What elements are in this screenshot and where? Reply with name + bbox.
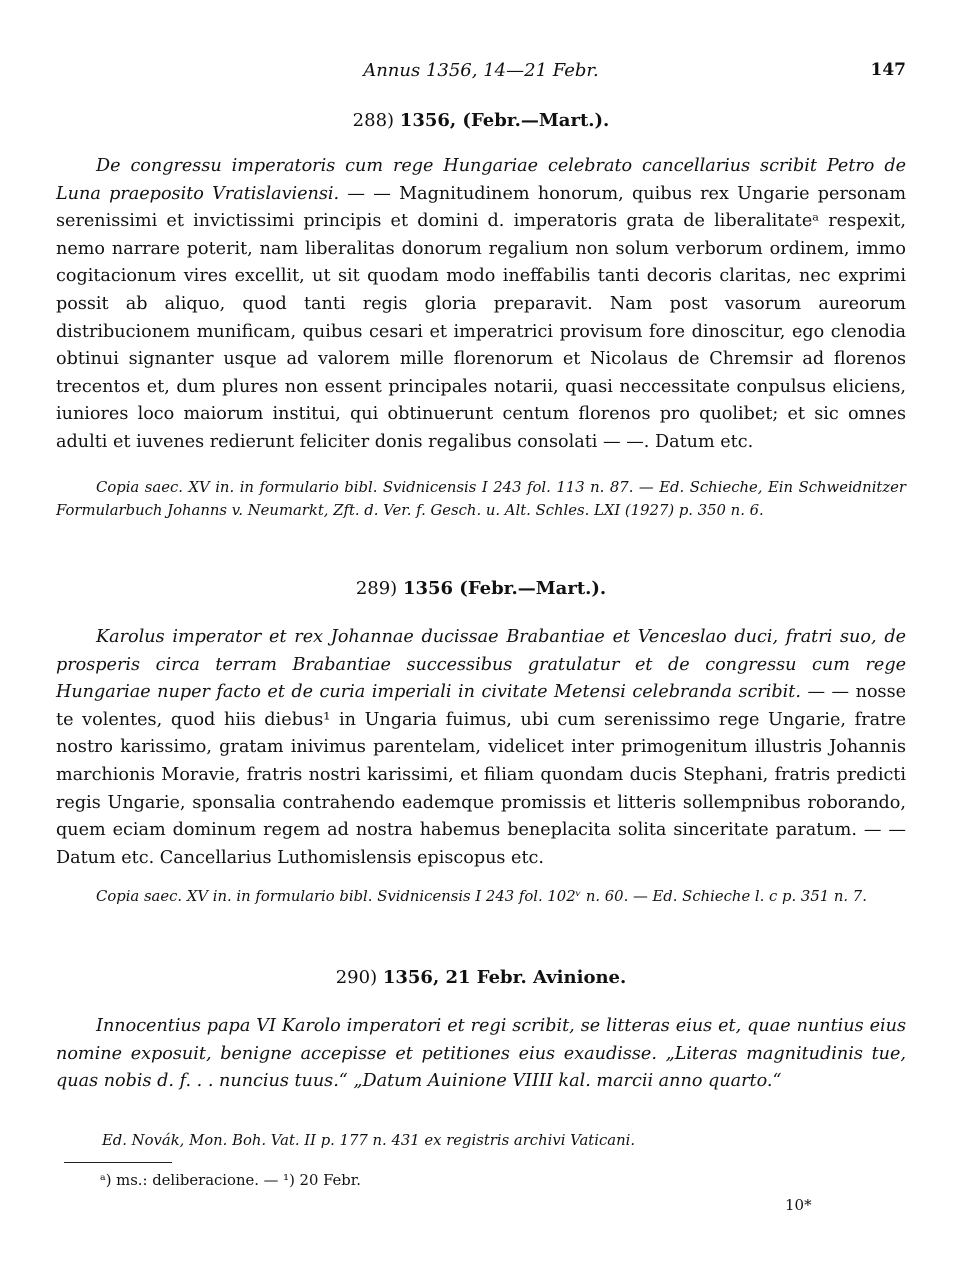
doc-289-heading	[56, 578, 906, 599]
doc-288-heading	[56, 110, 906, 131]
running-head: Annus 1356, 14—21 Febr.	[363, 60, 599, 81]
doc-290-date: 1356, 21 Febr. Avinione.	[382, 967, 627, 988]
doc-289-regest: Karolus imperator et rex Johannae ducissae Brabantiae et Venceslao duci, fratri suo, de prosperis circa terram Brabantiae successibus gratulatur et de congressu cum rege Hungariae nuper facto et de curia imperiali in civitate Metensi celebranda scribit.	[56, 627, 906, 703]
doc-288-text	[56, 153, 906, 457]
signature-mark: 10*	[785, 1196, 812, 1214]
footnote-rule	[64, 1162, 172, 1163]
doc-289-source-text: Copia saec. XV in. in formulario bibl. Svidnicensis I 243 fol. 102ᵛ n. 60. — Ed. Schieche l. c p. 351 n. 7.	[96, 888, 867, 905]
doc-289-dash: — —	[807, 682, 850, 703]
footnote: ᵃ) ms.: deliberacione. — ¹) 20 Febr.	[100, 1172, 361, 1189]
doc-290-text	[56, 1013, 906, 1096]
doc-289-source	[56, 885, 906, 908]
doc-290-heading	[56, 967, 906, 988]
doc-290-number: 290)	[335, 967, 378, 988]
doc-289-text	[56, 624, 906, 872]
page-header	[56, 60, 906, 90]
doc-289-date: 1356 (Febr.—Mart.).	[402, 578, 607, 599]
page-number: 147	[870, 60, 906, 80]
doc-290-body: Innocentius papa VI Karolo imperatori et regi scribit, se litteras eius et, quae nuntius eius nomine exposuit, benigne accepisse et petitiones eius exaudisse. „Literas magnitudinis tue, quas nobis d. f. . . nuncius tuus.“ „Datum Auinione VIIII kal. marcii anno quarto.“	[56, 1016, 906, 1092]
doc-288-date: 1356, (Febr.—Mart.).	[399, 110, 610, 131]
doc-288-source	[56, 476, 906, 522]
doc-289-body: nosse te volentes, quod hiis diebus¹ in Ungaria fuimus, ubi cum serenissimo rege Ungarie, fratre nostro karissimo, gratam inivimus parentelam, videlicet inter primogenitum illustris Johannis marchionis Moravie, fratris nostri karissimi, et filiam quondam ducis Stephani, fratris predicti regis Ungarie, sponsalia contrahendo eademque promissis et litteris sollempnibus roborando, quem eciam dominum regem ad nostra habemus beneplacita solita sinceritate paratum. — — Datum etc. Cancellarius Luthomislensis episcopus etc.	[56, 682, 907, 868]
doc-288-regest: De congressu imperatoris cum rege Hungariae celebrato cancellarius scribit Petro de Luna praeposito Vratislaviensi.	[56, 156, 906, 204]
doc-290-edition: Ed. Novák, Mon. Boh. Vat. II p. 177 n. 431 ex registris archivi Vaticani.	[102, 1132, 636, 1149]
doc-289-number: 289)	[355, 578, 398, 599]
doc-288-body: — — Magnitudinem honorum, quibus rex Ungarie personam serenissimi et invictissimi principis et domini d. imperatoris grata de liberalitateᵃ respexit, nemo narrare poterit, nam liberalitas donorum regalium non solum verborum ordinem, immo cogitacionum vires excellit, ut sit quodam modo ineffabilis tanti decoris claritas, nec exprimi possit ab aliquo, quod tanti regis gloria preparavit. Nam post vasorum aureorum distribucionem munificam, quibus cesari et imperatrici provisum fore dinoscitur, ego clenodia obtinui signanter usque ad valorem mille florenorum et Nicolaus de Chremsir ad florenos trecentos et, dum plures non essent principales notarii, quasi neccessitate conpulsus eliciens, iuniores loco maiorum institui, qui obtinuerunt centum florenos pro quolibet; et sic omnes adulti et iuvenes redierunt feliciter donis regalibus consolati — —. Datum etc.	[56, 183, 906, 452]
doc-288-number: 288)	[352, 110, 395, 131]
doc-288-source-text: Copia saec. XV in. in formulario bibl. Svidnicensis I 243 fol. 113 n. 87. — Ed. Schieche, Ein Schweidnitzer Formularbuch Johanns v. Neumarkt, Zft. d. Ver. f. Gesch. u. Alt. Schles. LXI (1927) p. 350 n. 6.	[56, 479, 906, 519]
